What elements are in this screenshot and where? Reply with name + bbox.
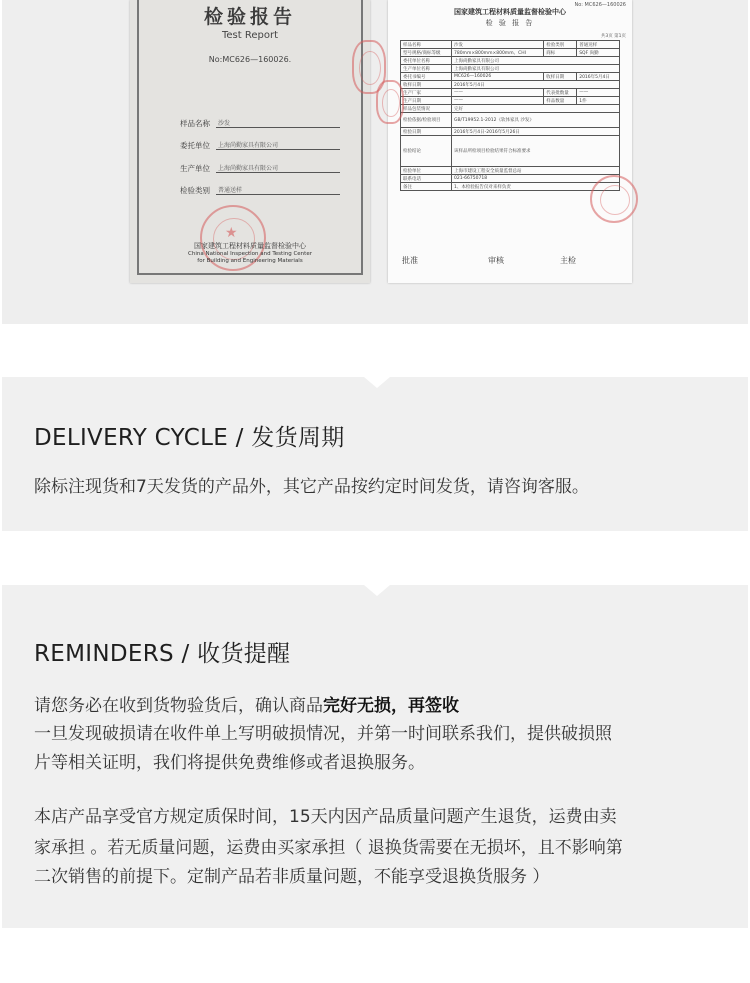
reminder-emphasis: 完好无损，再签收 — [323, 696, 459, 716]
report-table-row — [401, 73, 620, 81]
report-table-row — [401, 167, 620, 175]
report-table-cell: 检验类别 — [544, 41, 577, 49]
reminder-line — [34, 691, 459, 716]
delivery-cycle-section — [2, 377, 748, 531]
report-table-cell: 1件 — [577, 97, 620, 105]
report-table-cell: 样品数量 — [544, 97, 577, 105]
report-table-cell: 商标 — [544, 49, 577, 57]
side-seal-stamp — [376, 80, 404, 124]
report-table-cell: 普通送样 — [577, 41, 620, 49]
report-table-cell: MC626—160026 — [451, 73, 543, 81]
report-table-cell: 780mm×800mm×800mm、CHI — [451, 49, 543, 57]
report-table-row — [401, 105, 620, 113]
reminder-line: 家承担 。若无质量问题，运费由买家承担（ 退换货需要在无损坏，且不影响第 — [34, 838, 623, 858]
report-table-cell: 样品包装情况 — [401, 105, 452, 113]
report-table-cell: 1、本检验报告仅对来样负责 — [451, 183, 619, 191]
report-table-row — [401, 65, 620, 73]
reminder-line: 本店产品享受官方规定质保时间，15天内因产品质量问题产生退货，运费由卖 — [34, 807, 617, 827]
report-table-cell: 上海尚勤家具有限公司 — [451, 57, 619, 65]
report-table-row — [401, 128, 620, 136]
report-table-row — [401, 81, 620, 89]
report-table-row — [401, 136, 620, 167]
delivery-title: DELIVERY CYCLE / 发货周期 — [34, 425, 345, 451]
cover-row — [180, 140, 340, 152]
certificate-image-band — [2, 0, 748, 324]
report-table-cell: 生产日期 — [401, 97, 452, 105]
cover-row-value: 上海尚勤家具有限公司 — [216, 163, 340, 173]
report-table-row — [401, 183, 620, 191]
report-table-cell: 检验单位 — [401, 167, 452, 175]
cover-row-value: 上海尚勤家具有限公司 — [216, 140, 340, 150]
delivery-text: 除标注现货和7天发货的产品外，其它产品按约定时间发货，请咨询客服。 — [34, 477, 589, 497]
cover-row — [180, 118, 340, 130]
cover-row — [180, 163, 340, 175]
cover-title: 检验报告 — [203, 6, 296, 28]
section-notch — [364, 585, 390, 596]
reminders-title: REMINDERS / 收货提醒 — [34, 641, 291, 667]
reminder-line: 一旦发现破损请在收件单上写明破损情况，并第一时间联系我们，提供破损照 — [34, 724, 612, 744]
cover-org-cn: 国家建筑工程材料质量监督检验中心 — [194, 242, 306, 250]
test-report-cover — [130, 0, 370, 283]
report-table-cell: 委托单位名称 — [401, 57, 452, 65]
report-table-row — [401, 57, 620, 65]
page-count: 共3页 第1页 — [600, 34, 626, 39]
report-table — [400, 40, 620, 191]
reminder-line: 二次销售的前提下。定制产品若非质量问题，不能享受退换货服务 ） — [34, 867, 550, 887]
reminder-line-text: 请您务必在收到货物验货后，确认商品 — [34, 696, 323, 716]
report-table-row — [401, 41, 620, 49]
report-table-row — [401, 89, 620, 97]
report-table-cell: 检验日期 — [401, 128, 452, 136]
signature-review: 审核 — [488, 256, 504, 265]
page-org: 国家建筑工程材料质量监督检验中心 — [454, 8, 566, 16]
report-table-row — [401, 49, 620, 57]
cover-row-key: 检验类别 — [180, 186, 210, 195]
cover-report-number: No:MC626—160026. — [208, 55, 292, 64]
report-table-cell: 样品名称 — [401, 41, 452, 49]
report-table-cell: —— — [451, 97, 543, 105]
test-report-page — [388, 0, 632, 283]
report-table-cell: —— — [577, 89, 620, 97]
red-seal-stamp — [590, 175, 638, 223]
report-table-cell: 沙发 — [451, 41, 543, 49]
cover-row-key: 委托单位 — [180, 141, 210, 150]
seal-star-icon: ★ — [225, 225, 238, 241]
reminders-section — [2, 585, 748, 928]
report-table-cell: 完好 — [451, 105, 619, 113]
report-table-row — [401, 113, 620, 128]
page-title: 检 验 报 告 — [485, 19, 535, 27]
cover-row-value: 普通送样 — [216, 185, 340, 195]
cover-org-en — [130, 251, 370, 264]
report-table-row — [401, 97, 620, 105]
report-table-cell: 2016年5月4日 — [451, 81, 619, 89]
report-table-cell: 型号规格/商标等级 — [401, 49, 452, 57]
report-table-cell: 委托书编号 — [401, 73, 452, 81]
report-table-cell: 检验依据/检验项目 — [401, 113, 452, 128]
report-table-cell: 021-66750718 — [451, 175, 619, 183]
cover-subtitle: Test Report — [221, 30, 279, 41]
report-table-cell: 上海市建设工程安全质量监督总站 — [451, 167, 619, 175]
report-table-cell: 生产单位名称 — [401, 65, 452, 73]
report-table-cell: 代表批数量 — [544, 89, 577, 97]
report-table-cell: 2016年5月4日 — [577, 73, 620, 81]
report-table-cell: 生产厂家 — [401, 89, 452, 97]
report-table-cell: —— — [451, 89, 543, 97]
report-table-cell: SQF 尚勤 — [577, 49, 620, 57]
cover-row-key: 样品名称 — [180, 119, 210, 128]
report-table-cell: 收样日期 — [544, 73, 577, 81]
reminder-line: 片等相关证明，我们将提供免费维修或者退换服务。 — [34, 753, 425, 773]
cover-row-key: 生产单位 — [180, 164, 210, 173]
report-table-row — [401, 175, 620, 183]
report-table-cell: 上海尚勤家具有限公司 — [451, 65, 619, 73]
report-table-cell: 该样品所检项目检验结果符合标准要求 — [451, 136, 619, 167]
report-table-cell: GB/T19952.1-2012《软体家具 沙发》 — [451, 113, 619, 128]
cover-org-en-line1: China National Inspection and Testing Center — [188, 251, 312, 257]
cover-org-en-line2: for Building and Engineering Materials — [197, 257, 303, 264]
signature-approve: 批准 — [402, 256, 418, 265]
section-notch — [364, 377, 390, 388]
report-table-cell: 检验结论 — [401, 136, 452, 167]
report-table-cell: 收样日期 — [401, 81, 452, 89]
signature-inspector: 主检 — [560, 256, 576, 265]
report-table-cell: 联系电话 — [401, 175, 452, 183]
report-table-cell: 2016年5月4日-2016年5月26日 — [451, 128, 619, 136]
cover-row — [180, 185, 340, 197]
cover-row-value: 沙发 — [216, 118, 340, 128]
report-table-cell: 备注 — [401, 183, 452, 191]
page-report-number: No: MC626—160026 — [574, 2, 626, 8]
